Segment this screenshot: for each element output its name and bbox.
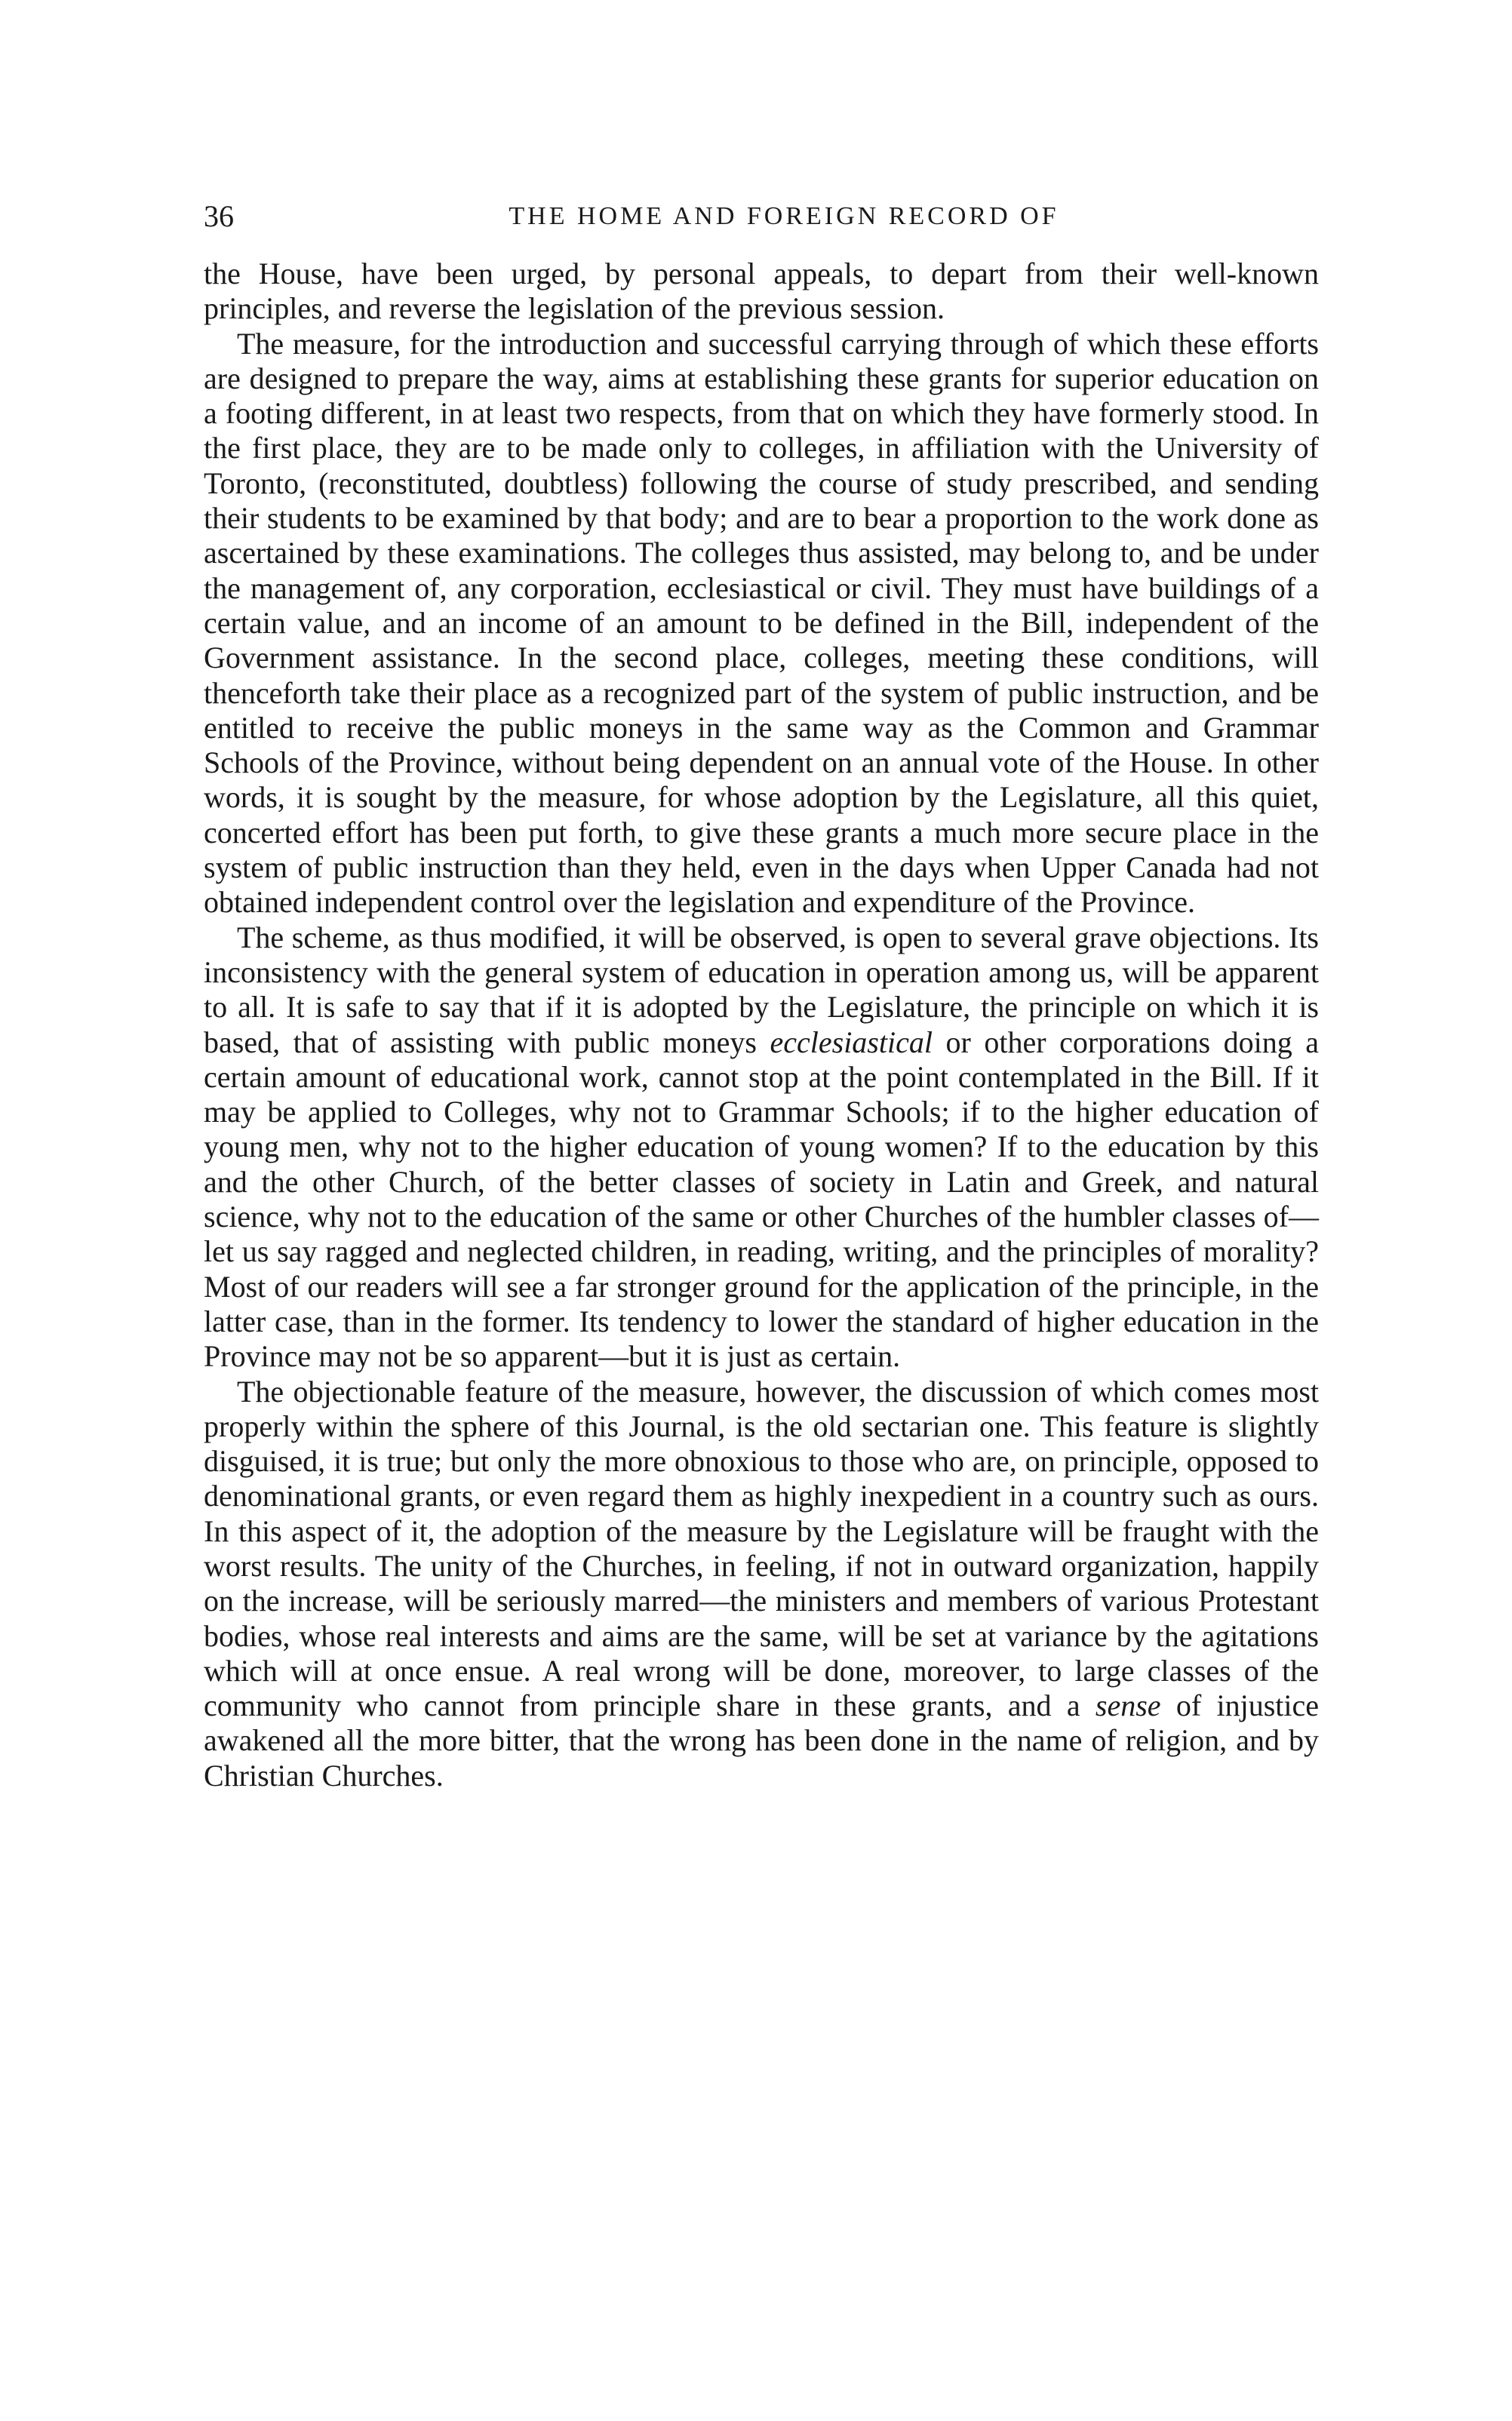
document-page bbox=[204, 198, 1319, 1793]
paragraph-objectionable bbox=[204, 1375, 1319, 1794]
article-body bbox=[204, 257, 1319, 1793]
paragraph-scheme bbox=[204, 920, 1319, 1375]
italic-word: ecclesiastical bbox=[770, 1025, 933, 1059]
running-title: THE HOME AND FOREIGN RECORD OF bbox=[509, 202, 1059, 230]
paragraph-text: of injustice awakened all the more bitter, that the wrong has been done in the name of religion, and by Christian Churches. bbox=[204, 1688, 1319, 1793]
paragraph-continued: the House, have been urged, by personal appeals, to depart from their well-known principles, and reverse the legislation of the previous session. bbox=[204, 257, 1319, 326]
paragraph-text: The scheme, as thus modified, it will be observed, is open to several grave objections. Its inconsistency with the general system of education in operation among us, will be apparent to all. It is safe to say that if it is adopted by the Legislature, the principle on which it is based, that of assisting with public moneys bbox=[204, 920, 1319, 1059]
paragraph-measure: The measure, for the introduction and successful carrying through of which these efforts are designed to prepare the way, aims at establishing these grants for superior education on a footing different, in at least two respects, from that on which they have formerly stood. In the first place, they are to be made only to colleges, in affiliation with the University of Toronto, (reconstituted, doubtless) following the course of study prescribed, and sending their students to be examined by that body; and are to bear a proportion to the work done as ascertained by these examinations. The colleges thus assisted, may belong to, and be under the management of, any corporation, ecclesiastical or civil. They must have buildings of a certain value, and an income of an amount to be defined in the Bill, independent of the Government assistance. In the second place, colleges, meeting these conditions, will thenceforth take their place as a recognized part of the system of public instruction, and be entitled to receive the public moneys in the same way as the Common and Grammar Schools of the Province, without being dependent on an annual vote of the House. In other words, it is sought by the measure, for whose adoption by the Legislature, all this quiet, concerted effort has been put forth, to give these grants a much more secure place in the system of public instruction than they held, even in the days when Upper Canada had not obtained independent control over the legislation and expenditure of the Province. bbox=[204, 326, 1319, 920]
page-number: 36 bbox=[204, 199, 234, 233]
italic-word: sense bbox=[1095, 1688, 1161, 1723]
paragraph-text: The objectionable feature of the measure, however, the discussion of which comes most properly within the sphere of this Journal, is the old sectarian one. This feature is slightly disguised, it is true; but only the more obnoxious to those who are, on principle, opposed to denominational grants, or even regard them as highly inexpedient in a country such as ours. In this aspect of it, the adoption of the measure by the Legislature will be fraught with the worst results. The unity of the Churches, in feeling, if not in outward organization, happily on the increase, will be seriously marred—the ministers and members of various Protestant bodies, whose real interests and aims are the same, will be set at variance by the agitations which will at once ensue. A real wrong will be done, moreover, to large classes of the community who cannot from principle share in these grants, and a bbox=[204, 1374, 1319, 1723]
paragraph-text: or other corporations doing a certain amount of educational work, cannot stop at the point contemplated in the Bill. If it may be applied to Colleges, why not to Grammar Schools; if to the higher education of young men, why not to the higher education of young women? If to the education by this and the other Church, of the better classes of society in Latin and Greek, and natural science, why not to the education of the same or other Churches of the humbler classes of—let us say ragged and neglected children, in reading, writing, and the principles of morality? Most of our readers will see a far stronger ground for the application of the principle, in the latter case, than in the former. Its tendency to lower the standard of higher education in the Province may not be so apparent—but it is just as certain. bbox=[204, 1025, 1319, 1374]
running-head bbox=[204, 198, 1319, 243]
